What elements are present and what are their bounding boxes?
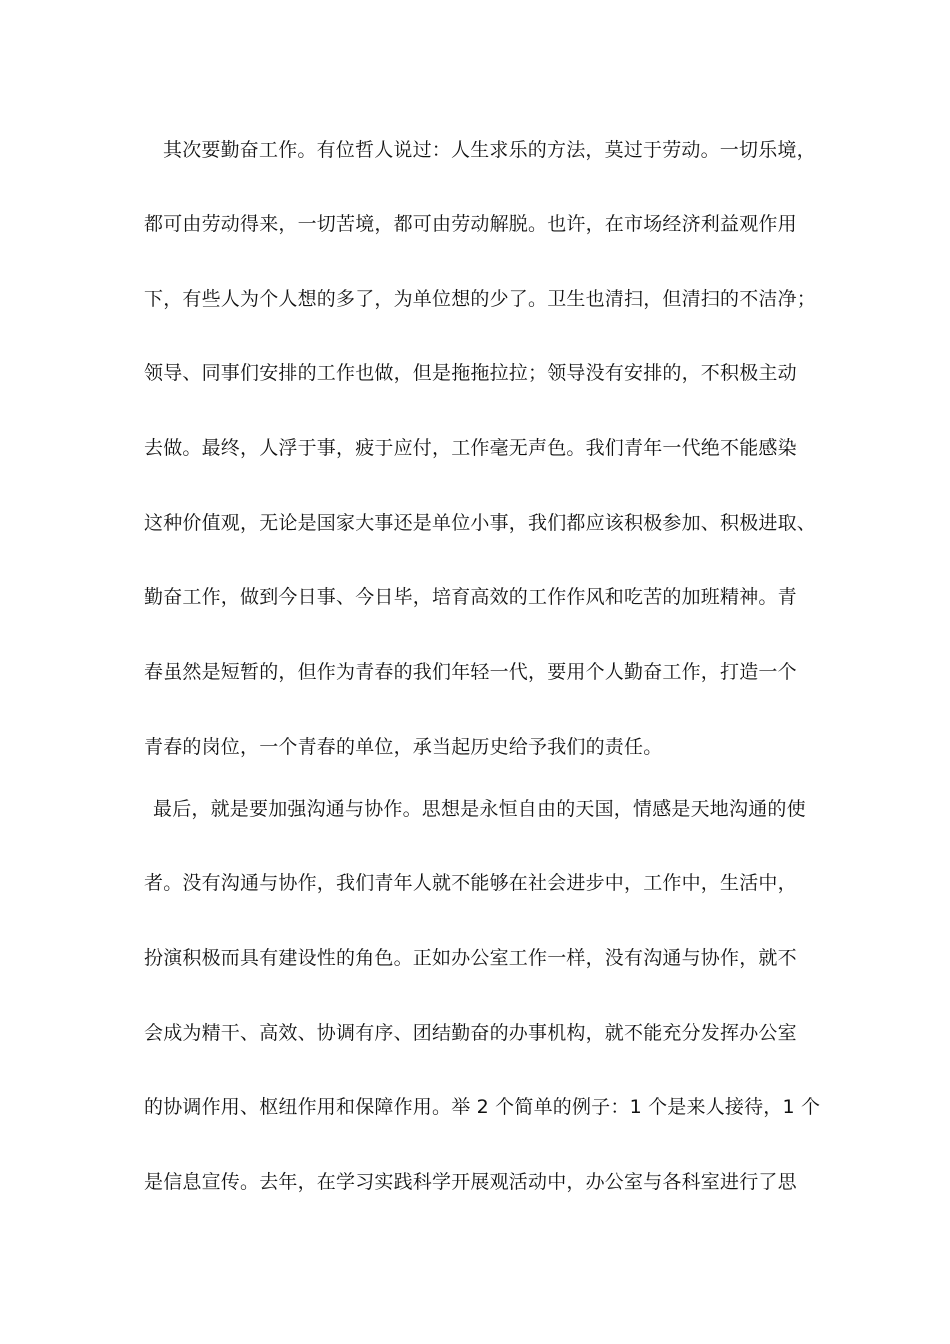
paragraph-1-line-1: 其次要勤奋工作。有位哲人说过：人生求乐的方法，莫过于劳动。一切乐境， <box>163 139 816 161</box>
paragraph-1-line-8: 春虽然是短暂的，但作为青春的我们年轻一代，要用个人勤奋工作，打造一个 <box>144 661 797 683</box>
paragraph-2-line-5: 的协调作用、枢纽作用和保障作用。举 2 个简单的例子：1 个是来人接待，1 个 <box>144 1096 821 1118</box>
paragraph-2-line-2: 者。没有沟通与协作，我们青年人就不能够在社会进步中，工作中，生活中， <box>144 872 797 894</box>
paragraph-1-line-9: 青春的岗位，一个青春的单位，承当起历史给予我们的责任。 <box>144 736 663 758</box>
paragraph-1-line-3: 下，有些人为个人想的多了，为单位想的少了。卫生也清扫，但清扫的不洁净； <box>144 288 817 310</box>
paragraph-2-line-6: 是信息宣传。去年，在学习实践科学开展观活动中，办公室与各科室进行了思 <box>144 1171 797 1193</box>
paragraph-2-line-4: 会成为精干、高效、协调有序、团结勤奋的办事机构，就不能充分发挥办公室 <box>144 1022 797 1044</box>
paragraph-2-line-3: 扮演积极而具有建设性的角色。正如办公室工作一样，没有沟通与协作，就不 <box>144 947 797 969</box>
paragraph-1-line-4: 领导、同事们安排的工作也做，但是拖拖拉拉；领导没有安排的，不积极主动 <box>144 362 797 384</box>
paragraph-2-line-1: 最后，就是要加强沟通与协作。思想是永恒自由的天国，情感是天地沟通的使 <box>153 798 806 820</box>
paragraph-1-line-7: 勤奋工作，做到今日事、今日毕，培育高效的工作作风和吃苦的加班精神。青 <box>144 586 797 608</box>
paragraph-1-line-6: 这种价值观，无论是国家大事还是单位小事，我们都应该积极参加、积极进取、 <box>144 512 817 534</box>
paragraph-1-line-2: 都可由劳动得来，一切苦境，都可由劳动解脱。也许，在市场经济利益观作用 <box>144 213 797 235</box>
paragraph-1-line-5: 去做。最终，人浮于事，疲于应付，工作毫无声色。我们青年一代绝不能感染 <box>144 437 797 459</box>
